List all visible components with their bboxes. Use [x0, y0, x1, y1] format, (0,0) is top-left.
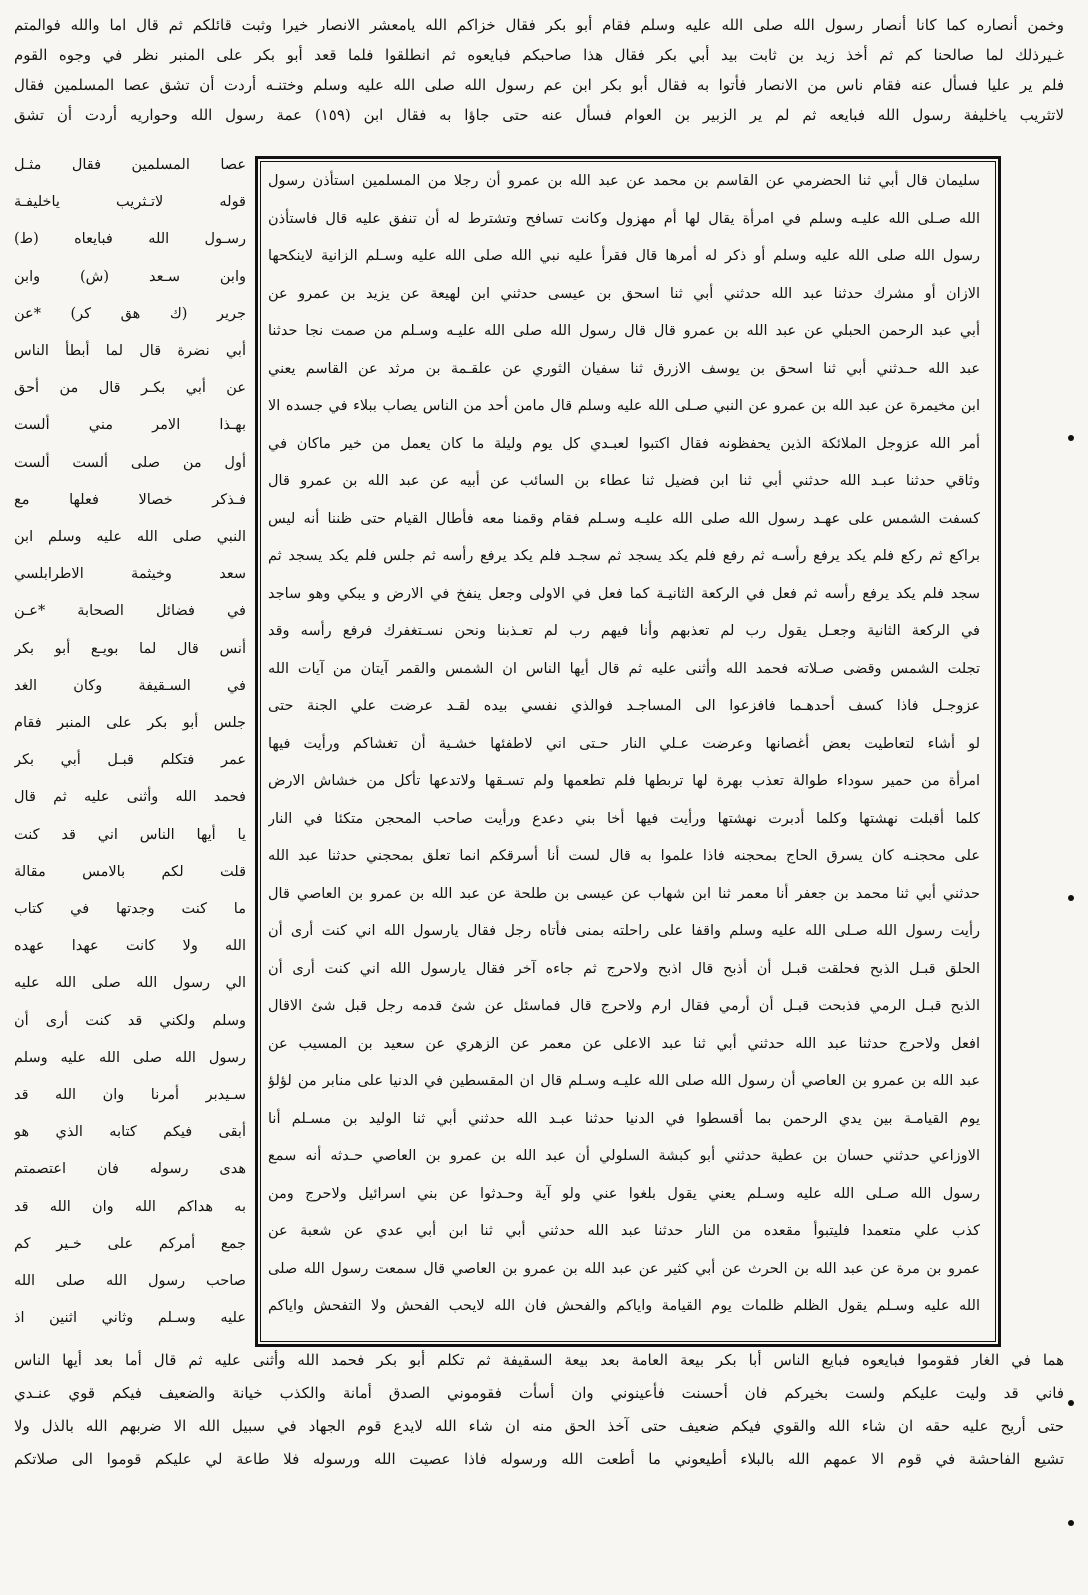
- margin-text-line: أبي نضرة قال لما أبطأ الناس: [14, 343, 246, 359]
- margin-text-line: رسول الله صلى الله عليه وسلم: [14, 1049, 246, 1066]
- margin-text-line: وابن سـعد (ش) وابن: [14, 268, 246, 285]
- main-text-line: امرأة من حمير سوداء طوالة تعذب بهرة لها تربطها فلم تطعمها ولم تسـقها ولاتدعها تأكل من خشاش الارض: [268, 773, 980, 789]
- margin-text-line: أول من صلى ألست ألست: [14, 454, 246, 471]
- margin-text-line: بهـذا الامر مني ألست: [14, 417, 246, 434]
- margin-text-line: عصا المسلمين فقال مثـل: [14, 157, 246, 173]
- margin-text-line: وسلم ولكني قد كنت أرى أن: [14, 1012, 246, 1029]
- top-text-line: فلم ير عليا فسأل عنه فقام ناس من الانصار فأتوا به فقال أبو بكر ابن عم رسول الله صلى الله عليه وسلم وختنـه أردت أن تشق عصا المسلمين فقال: [14, 76, 1064, 94]
- margin-text-line: جمع أمركم على خـير كم: [14, 1235, 246, 1252]
- main-text-line: الله صـلى الله عليـه وسلم في امرأة يقال لها أم مهزول وكانت تسافح وتشترط له أن تنفق عليه قال فاستأذن: [268, 210, 980, 227]
- margin-text-line: رسـول الله فبايعاه (ط): [14, 231, 246, 248]
- top-text-line: لاتثريب ياخليفة رسول الله فبايعه ثم لم ير الزبير بن العوام فسأل عنه حتى جاؤا به فقال ابن (١٥٩) عمة رسول الله وحواريه أردت أن تشق: [14, 106, 1064, 124]
- main-text-line: عمرو بن مرة عن عبد الله بن الحرث عن أبي كثير عن عبد الله بن عمرو بن العاصي قال سمعت رسول الله صلى: [268, 1260, 980, 1277]
- margin-text-line: عمر فتكلم قبـل أبي بكر: [14, 752, 246, 769]
- main-text-line: الله عليه وسـلم يقول الظلم ظلمات يوم القيامة واياكم والفحش فان الله لايحب الفحش ولا التفحش واياكم: [268, 1298, 980, 1314]
- margin-text-line: النبي صلى الله عليه وسلم ابن: [14, 529, 246, 545]
- bottom-text-line: هما في الغار فقوموا فبايعوه فبايع الناس أبا بكر بيعة العامة بعد بيعة السقيفة ثم تكلم أبو بكر فحمد الله وأثنى عليه ثم قال أما بعد أيها الناس: [14, 1351, 1064, 1369]
- edge-speck: [1068, 1400, 1074, 1406]
- margin-text-line: سعد وخيثمة الاطرابلسي: [14, 566, 246, 583]
- main-text-line: الذبح قبـل الرمي فذبحت قبـل أن أرمي فقال ارم ولاحرج قال فماسئل عن شئ قدمه رجل قبل شئ الاقال: [268, 998, 980, 1014]
- margin-text-line: الي رسول الله صلى الله عليه: [14, 975, 246, 992]
- edge-speck: [1068, 895, 1074, 901]
- margin-text-line: فـذكر خصالا فعلها مع: [14, 491, 246, 508]
- main-text-line: براكع ثم ركع فلم يكد يرفع رأسـه ثم رفع فلم يكد يسجد ثم سجـد فلم يكد يرفع رأسه ثم جلس فلم يكد يسجد ثم: [268, 548, 980, 564]
- edge-speck: [1068, 435, 1074, 441]
- margin-text-line: عن أبي بكـر قال من أحق: [14, 380, 246, 397]
- bottom-text-line: حتى أريح عليه حقه ان شاء الله والقوي فيكم ضعيف حتى آخذ الحق منه ان شاء الله لايدع قوم الجهاد في سبيل الله الا ضربهم الله بالذل ولا: [14, 1417, 1064, 1435]
- main-text-line: أمر الله عزوجل الملائكة الذين يحفظونه فقال اكتبوا لعبـدي كل يوم وليلة ما كان يعمل من خير ماكان في: [268, 435, 980, 452]
- main-text-line: في الركعة الثانية وجعـل يقول رب لم تعذبهم وأنا فيهم رب لم تعـذبنا ونحن نسـتغفرك فرفع رأسه وقد: [268, 623, 980, 639]
- main-text-line: كلما أقبلت نهشتها وكلما أدبرت نهشتها ورأيت فيها أخا بني دعدع ورأيت صاحب المحجن متكئا في النار: [268, 810, 980, 827]
- main-text-line: الحلق قبـل الذبح فحلقت قبـل أن أذبح قال اذبح ولاحرج ثم جاءه آخر فقال يارسول الله اني كنت أرى أن: [268, 960, 980, 977]
- top-text-line: وخمن أنصاره كما كانا أنصار رسول الله صلى الله عليه وسلم فقام أبو بكر فقال خزاكم الله يامعشر الانصار خيرا وثبت قائلكم ثم قال اما والله فوالمتم: [14, 16, 1064, 34]
- main-text-line: رسول الله صـلى الله عليه وسـلم يعني يقول بلغوا عني ولو آية وحـدثوا عن بني اسرائيل ولاحرج ومن: [268, 1185, 980, 1202]
- main-text-line: لو أشاء لتعاطيت بعض أغصانها وعرضت عـلي النار حـتى اني لاطفئها خشـية أن تغشاكم ورأيت فيها: [268, 735, 980, 752]
- margin-text-line: سـيدبر أمرنا وان الله قد: [14, 1087, 246, 1103]
- main-text-line: سليمان قال أبي ثنا الحضرمي عن القاسم بن محمد عن عبد الله بن عمرو أن رجلا من المسلمين استأذن رسول: [268, 173, 980, 189]
- main-text-line: على محجنـه كان يسرق الحاج بمحجنه فاذا علموا به قال لست أنا أسرقكم انما تعلق بمحجني حدثنا عبد الله: [268, 848, 980, 864]
- main-text-line: عبد الله بن عمرو بن العاصي أن رسول الله صلى الله عليـه وسـلم قال ان المقسطين في الدنيا على منابر من لؤلؤ: [268, 1073, 980, 1089]
- margin-text-line: الله ولا كانت عهدا عهده: [14, 938, 246, 955]
- main-text-line: ابن مخيمرة عن عبد الله بن عمرو عن النبي صـلى الله عليه وسلم قال مامن أحد من الناس يصاب ببلاء في جسده الا: [268, 398, 980, 414]
- bottom-text-line: فاني قد وليت عليكم ولست بخيركم فان أحسنت فأعينوني وان أسأت فقوموني الصدق أمانة والكذب خيانة والضعيف فيكم قوي عنـدي: [14, 1384, 1064, 1402]
- margin-text-line: قوله لاتـثريب ياخليفـة: [14, 194, 246, 211]
- bottom-text-line: تشيع الفاحشة في قوم الا عمهم الله بالبلاء أطيعوني ما أطعت الله ورسوله فاذا عصيت الله ورسوله فلا طاعة لي عليكم قوموا الى صلاتكم: [14, 1450, 1064, 1468]
- main-text-line: افعل ولاحرج حدثنا عبد الله حدثني أبي ثنا عبد الاعلى عن معمر عن الزهري عن سعيد بن المسيب عن: [268, 1035, 980, 1052]
- main-text-line: تجلت الشمس وقضى صـلاته فحمد الله وأثنى عليه ثم قال أيها الناس ان الشمس والقمر آيتان من آيات الله: [268, 660, 980, 677]
- margin-text-line: صاحب رسول الله صلى الله: [14, 1273, 246, 1289]
- margin-text-line: في السـقيفة وكان الغد: [14, 677, 246, 694]
- margin-text-line: هدى رسوله فان اعتصمتم: [14, 1161, 246, 1178]
- margin-text-line: أبقى فيكم كتابه الذي هو: [14, 1124, 246, 1141]
- margin-text-line: ما كنت وجدتها في كتاب: [14, 901, 246, 917]
- main-text-line: وثاقي حدثنا عبـد الله حدثني أبي ثنا ابن فضيل ثنا عطاء بن السائب عن أبيه عن عبد الله بن عمرو قال: [268, 473, 980, 489]
- margin-text-line: في فضائل الصحابة *عـن: [14, 603, 246, 620]
- margin-text-line: به هداكم الله وان الله قد: [14, 1198, 246, 1215]
- main-text-line: أبي عبد الرحمن الحبلي عن عبد الله بن عمرو قال قال رسول الله صلى الله عليـه وسـلم من صمت نجا حدثنا: [268, 323, 980, 339]
- margin-text-line: قلت لكم بالامس مقالة: [14, 863, 246, 880]
- margin-text-line: جرير (ك هق كر) *عن: [14, 305, 246, 322]
- margin-text-line: جلس أبو بكر على المنبر فقام: [14, 715, 246, 731]
- main-text-line: حدثني أبي ثنا محمد بن جعفر أنا معمر ثنا ابن شهاب عن عيسى بن طلحة عن عبد الله بن عمرو بن العاصي قال: [268, 885, 980, 902]
- main-text-line: كذب علي متعمدا فليتبوأ مقعده من النار حدثنا عبد الله حدثني أبي ثنا ابن أبي عدي عن شعبة عن: [268, 1223, 980, 1239]
- main-text-line: عزوجـل فاذا كسف أحدهـما فافزعوا الى المساجـد فوالذي نفسي بيده لقـد عرضت علي الجنة حتى: [268, 698, 980, 714]
- top-text-line: غـيرذلك لما صالحنا كم ثم أخذ زيد بن ثابت بيد أبي بكر فقال هذا صاحبكم فبايعوه ثم انطلقوا فلما قعد أبو بكر على المنبر نظر في وجوه القوم: [14, 46, 1064, 64]
- main-text-line: عبد الله حـدثني أبي ثنا اسحق بن يوسف الازرق ثنا سفيان الثوري عن علقـمة بن مرثد عن القاسم يعني: [268, 360, 980, 377]
- margin-text-line: يا أيها الناس اني قد كنت: [14, 826, 246, 843]
- main-text-line: الازان أو مشرك حدثنا عبد الله حدثني أبي ثنا اسحق بن عيسى حدثني ابن لهيعة عن يزيد بن عمرو عن: [268, 285, 980, 302]
- main-text-line: يوم القيامـة بين يدي الرحمن بما أقسطوا في الدنيا حدثنا عبـد الله حدثني أبي ثنا الوليد بن مسـلم أنا: [268, 1110, 980, 1127]
- edge-speck: [1068, 1520, 1074, 1526]
- main-text-line: رأيت رسول الله صـلى الله عليه وسلم واقفا على راحلته بمنى فأتاه رجل فقال يارسول الله اني كنت أرى أن: [268, 923, 980, 939]
- margin-text-line: فحمد الله وأثنى عليه ثم قال: [14, 789, 246, 806]
- margin-text-line: عليه وسـلم وثاني اثنين اذ: [14, 1310, 246, 1327]
- main-text-line: سجد فلم يكد يرفع رأسه ثم فعل في الركعة الثانيـة كما فعل في الاولى وجعل ينفخ في الارض و يبكي وهو ساجد: [268, 585, 980, 602]
- main-text-line: رسول الله صلى الله عليه وسلم أو ذكر له أمرها قال فقرأ عليه نبي الله صلى الله عليه وسـلم الزانية لاينكحها: [268, 248, 980, 264]
- main-text-line: الاوزاعي حدثني حسان بن عطية حدثني أبو كبشة السلولي أن عبد الله بن عمرو بن العاصي حـدثه أنه سمع: [268, 1148, 980, 1164]
- main-text-line: كسفت الشمس على عهـد رسول الله صلى الله عليـه وسـلم فقام وقمنا معه فأطال القيام حتى ظننا أنه ليس: [268, 510, 980, 527]
- margin-text-line: أنس قال لما بويـع أبو بكر: [14, 640, 246, 657]
